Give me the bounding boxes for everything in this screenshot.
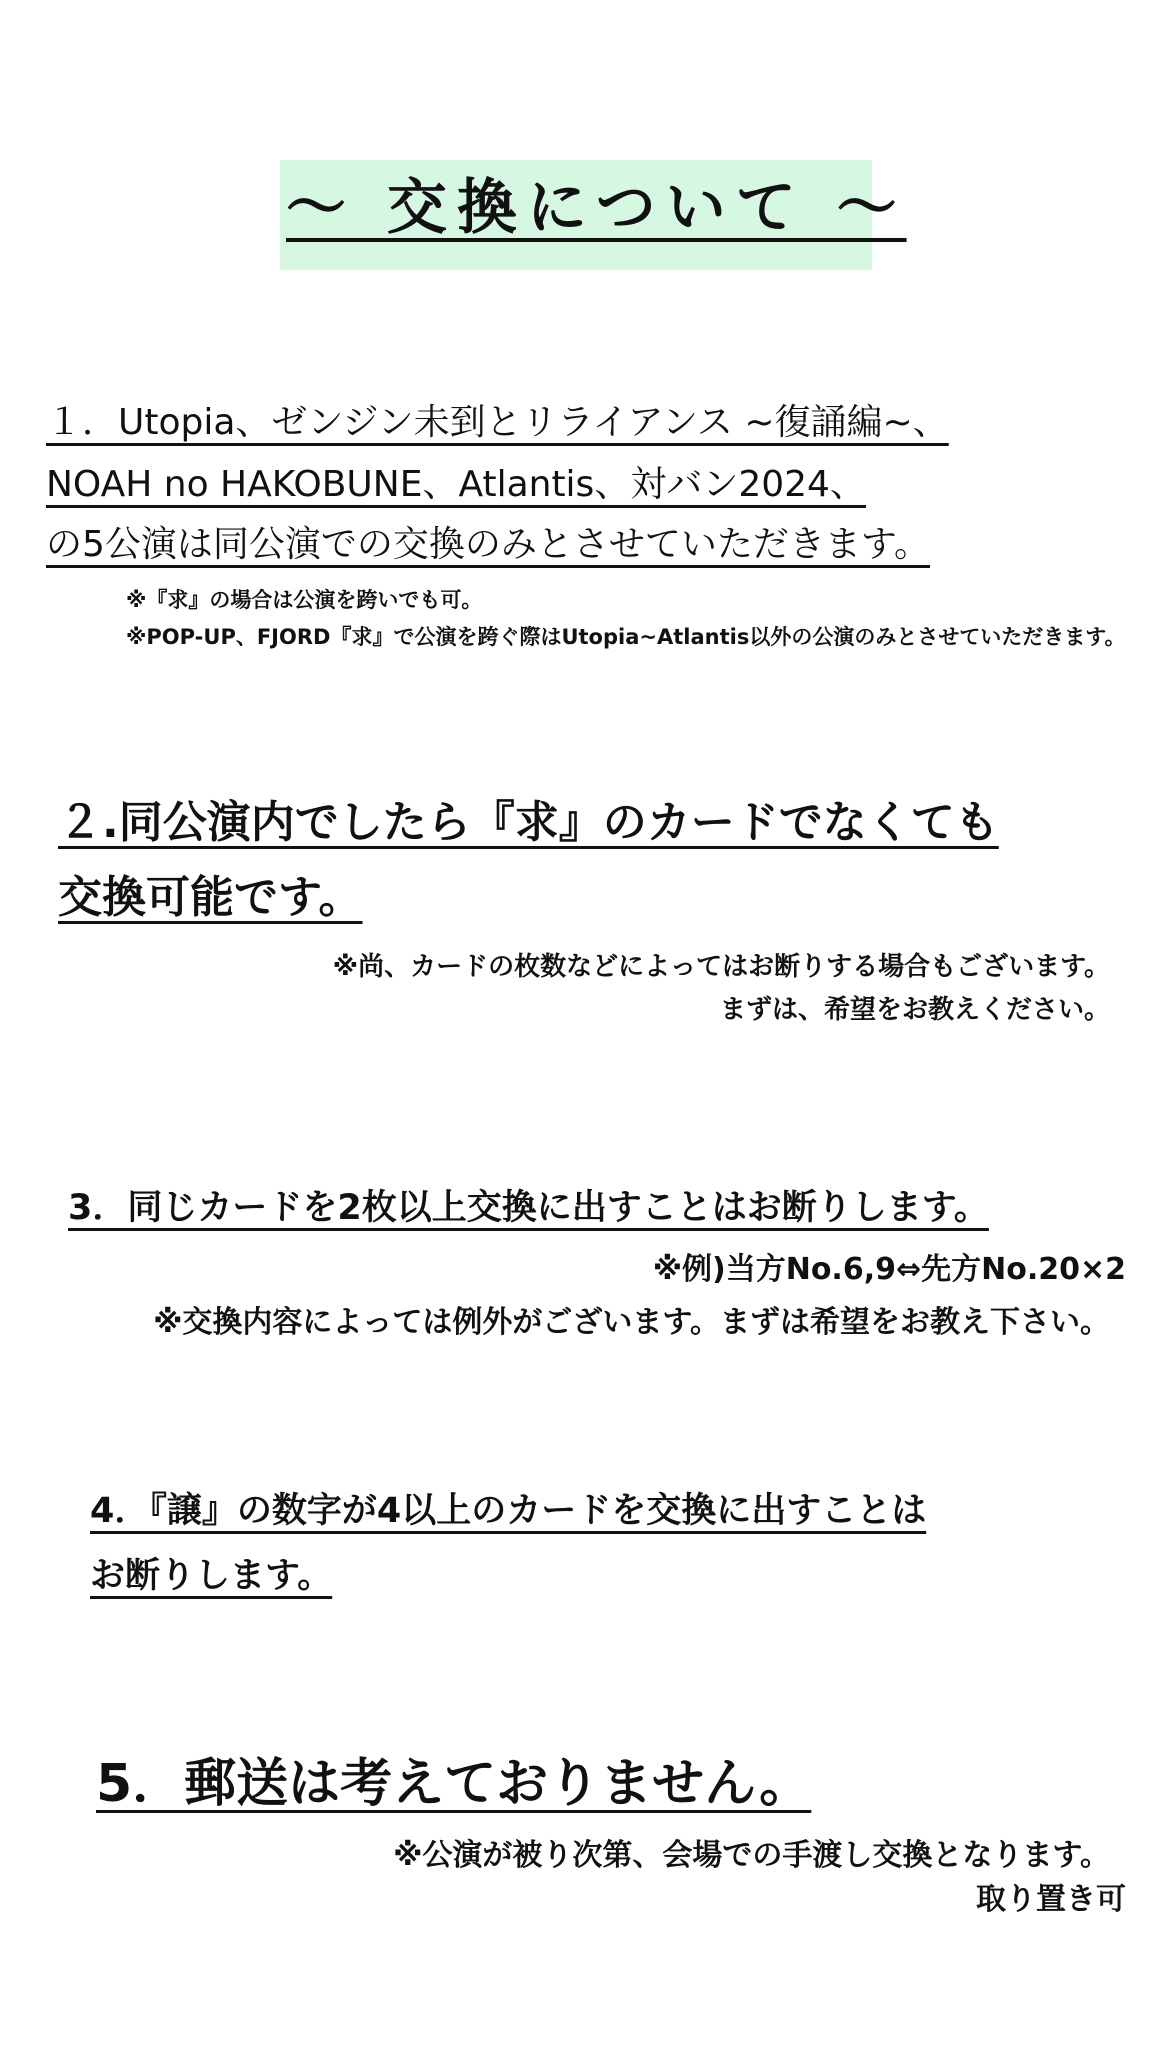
section2-note2: まずは、希望をお教えください。 (719, 995, 1110, 1025)
section2-line1: ２.同公演内でしたら『求』のカードでなくても (58, 797, 999, 848)
section5-note2: 取り置き可 (976, 1882, 1126, 1917)
section5-note1: ※公演が被り次第、会場での手渡し交換となります。 (393, 1838, 1110, 1873)
section3-note2: ※交換内容によっては例外がございます。まずは希望をお教え下さい。 (153, 1305, 1110, 1340)
section1-note1: ※『求』の場合は公演を跨いでも可。 (126, 588, 483, 612)
section4-line2: お断りします。 (90, 1556, 333, 1596)
section4-line1: 4．『譲』の数字が4以上のカードを交換に出すことは (90, 1491, 927, 1531)
section1-line3: の5公演は同公演での交換のみとさせていただきます。 (46, 524, 931, 565)
section2-line2: 交換可能です。 (58, 872, 363, 923)
section3-line1: 3．同じカードを2枚以上交換に出すことはお断りします。 (68, 1188, 989, 1228)
section1-line1: １．Utopia、ゼンジン未到とリライアンス ~復誦編~、 (46, 402, 949, 443)
section2-note1: ※尚、カードの枚数などによってはお断りする場合もございます。 (332, 952, 1110, 982)
section1-line2: NOAH no HAKOBUNE、Atlantis、対バン2024、 (46, 464, 866, 505)
page-title: ～ 交換について ～ (286, 173, 907, 243)
section5-line1: 5．郵送は考えておりません。 (96, 1754, 812, 1814)
section3-note1: ※例)当方No.6,9⇔先方No.20×2 (652, 1252, 1126, 1287)
section1-note2: ※POP-UP、FJORD『求』で公演を跨ぐ際はUtopia~Atlantis以外の公演のみとさせていただきます。 (126, 625, 1126, 649)
